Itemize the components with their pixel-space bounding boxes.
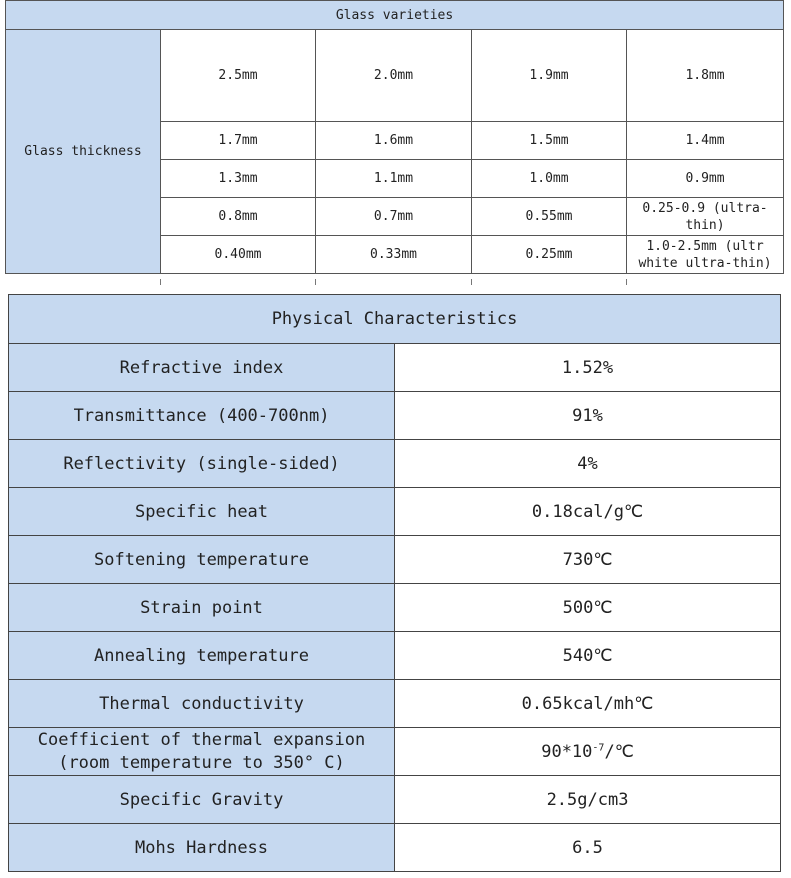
table-row <box>9 824 781 872</box>
thickness-cell: 0.8mm <box>161 198 316 236</box>
thickness-cell: 0.33mm <box>316 236 472 274</box>
thickness-cell: 2.0mm <box>316 30 472 122</box>
value-unit: /℃ <box>604 741 634 762</box>
value-base: 90*10 <box>541 741 593 762</box>
thickness-cell: 2.5mm <box>161 30 316 122</box>
property-name: Specific Gravity <box>9 776 395 824</box>
thickness-cell: 1.6mm <box>316 122 472 160</box>
table-divider-ticks <box>160 279 630 285</box>
thickness-cell: 0.25mm <box>472 236 627 274</box>
property-name: Softening temperature <box>9 536 395 584</box>
table-row <box>9 440 781 488</box>
table-row <box>9 488 781 536</box>
table-row <box>9 776 781 824</box>
thickness-cell: 1.0mm <box>472 160 627 198</box>
thickness-cell: 0.7mm <box>316 198 472 236</box>
table-row <box>9 392 781 440</box>
glass-varieties-title: Glass varieties <box>6 1 784 30</box>
table-row <box>9 680 781 728</box>
thickness-cell: 1.3mm <box>161 160 316 198</box>
thickness-cell: 0.55mm <box>472 198 627 236</box>
property-name: Specific heat <box>9 488 395 536</box>
property-value: 4% <box>395 440 781 488</box>
physical-characteristics-title: Physical Characteristics <box>9 295 781 344</box>
table-row <box>9 728 781 776</box>
property-name: Transmittance (400-700nm) <box>9 392 395 440</box>
table-row <box>9 632 781 680</box>
glass-varieties-table <box>5 0 784 274</box>
property-value <box>395 728 781 776</box>
property-value: 0.18cal/g℃ <box>395 488 781 536</box>
table-row <box>9 536 781 584</box>
property-name: Refractive index <box>9 344 395 392</box>
thickness-cell: 1.9mm <box>472 30 627 122</box>
property-name: Reflectivity (single-sided) <box>9 440 395 488</box>
property-value: 6.5 <box>395 824 781 872</box>
property-value: 91% <box>395 392 781 440</box>
thickness-cell: 1.8mm <box>627 30 784 122</box>
property-value: 500℃ <box>395 584 781 632</box>
property-name: Coefficient of thermal expansion (room temperature to 350° C) <box>9 728 395 776</box>
table-row <box>9 344 781 392</box>
glass-thickness-label: Glass thickness <box>6 30 161 274</box>
property-name: Strain point <box>9 584 395 632</box>
property-value: 2.5g/cm3 <box>395 776 781 824</box>
thickness-cell: 1.4mm <box>627 122 784 160</box>
property-value: 1.52% <box>395 344 781 392</box>
thickness-cell: 1.0-2.5mm (ultr white ultra-thin) <box>627 236 784 274</box>
thickness-cell: 1.1mm <box>316 160 472 198</box>
property-value: 540℃ <box>395 632 781 680</box>
thickness-cell: 0.40mm <box>161 236 316 274</box>
physical-characteristics-table <box>8 294 781 872</box>
thickness-cell: 0.9mm <box>627 160 784 198</box>
property-name: Annealing temperature <box>9 632 395 680</box>
property-name: Mohs Hardness <box>9 824 395 872</box>
property-value: 730℃ <box>395 536 781 584</box>
thickness-cell: 1.7mm <box>161 122 316 160</box>
table-row <box>9 584 781 632</box>
value-exponent: -7 <box>592 741 605 753</box>
property-value: 0.65kcal/mh℃ <box>395 680 781 728</box>
thickness-cell: 1.5mm <box>472 122 627 160</box>
thickness-cell: 0.25-0.9 (ultra-thin) <box>627 198 784 236</box>
property-name: Thermal conductivity <box>9 680 395 728</box>
